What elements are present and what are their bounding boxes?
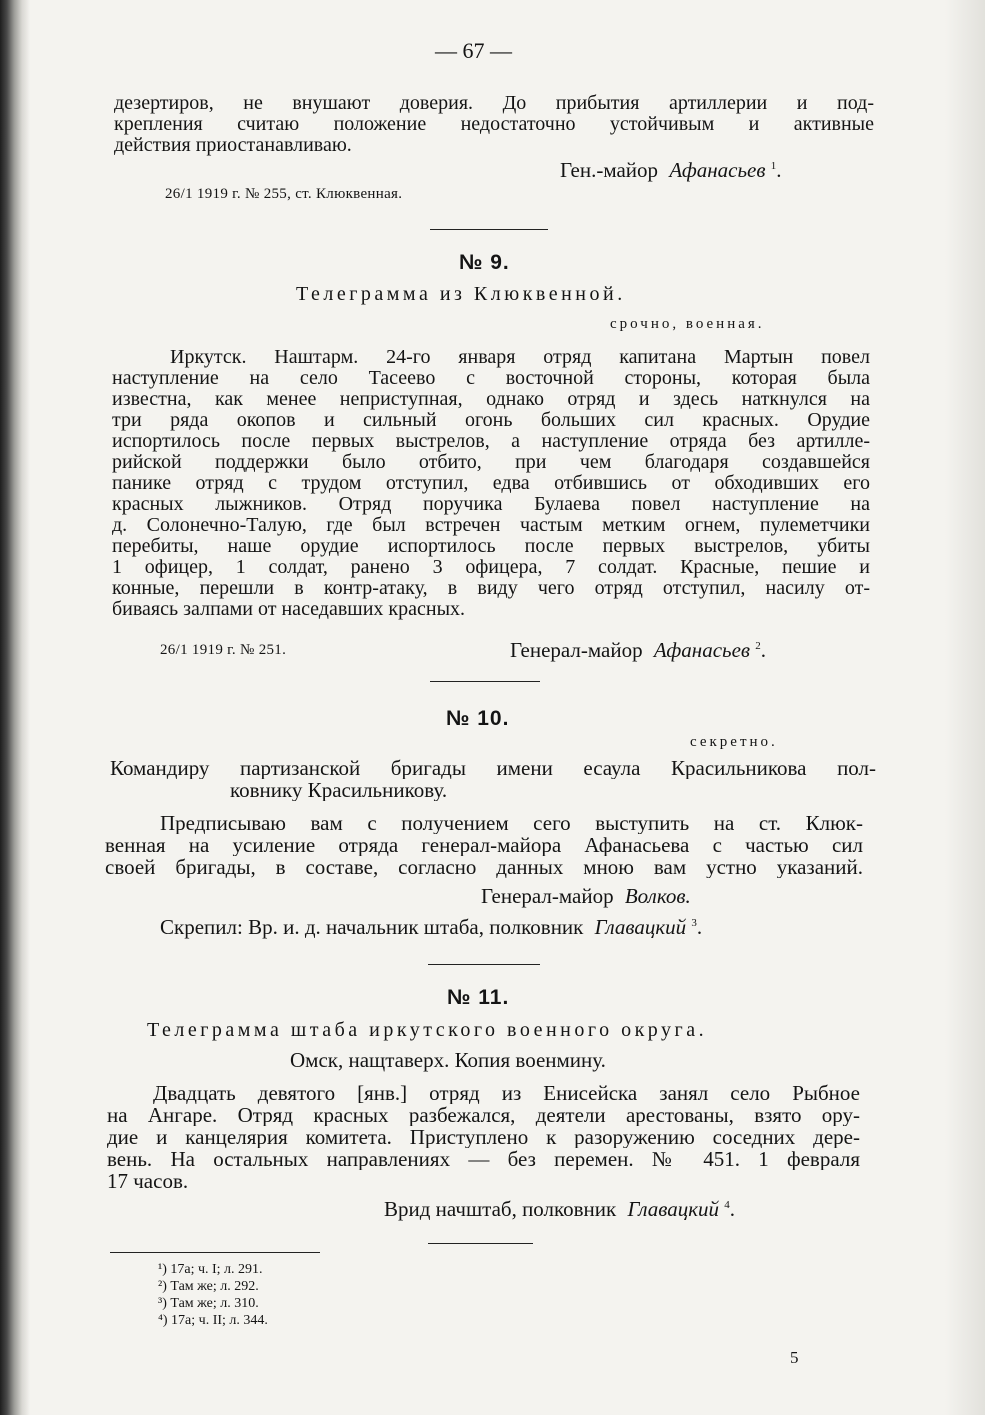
book-binding-shadow — [0, 0, 30, 1415]
document-marking: секретно. — [690, 734, 778, 750]
document-marking: срочно, военная. — [610, 316, 765, 332]
signature-title: Генерал-майор — [510, 638, 643, 662]
signature-title: Ген.-майор — [560, 158, 659, 182]
signature: Генерал-майор Афанасьев $^2$. — [510, 638, 767, 662]
signature-title: Врид начштаб, полковник — [384, 1197, 617, 1221]
text-line: конные, перешли в контр-атаку, в виду чего отряд отступил, насилу от- — [112, 578, 870, 599]
text-line: своей бригады, в составе, согласно данных мною вам устно указаний. — [105, 856, 863, 878]
section-divider — [430, 229, 548, 230]
text-line: красных лыжников. Отряд поручика Булаева повел наступление на — [112, 494, 870, 515]
section-divider — [428, 964, 540, 965]
text-line: д. Солонечно-Талую, где был встречен частым метким огнем, пулеметчики — [112, 515, 870, 536]
date-line: 26/1 1919 г. № 255, ст. Клюквенная. — [165, 186, 403, 202]
footnote: ¹) 17а; ч. I; л. 291. — [158, 1262, 263, 1277]
signature-name: Волков. — [624, 884, 691, 908]
text-line: венная на усиление отряда генерал-майора Афанасьева с частью сил — [105, 834, 863, 856]
section-divider — [430, 681, 540, 682]
document-body — [107, 1082, 860, 1192]
text-line: Командиру партизанской бригады имени есаула Красильникова пол- — [110, 757, 876, 779]
signature — [481, 884, 691, 909]
signature-mark: 5 — [790, 1348, 799, 1367]
text-line: испортилось после первых выстрелов, а наступление отряда без артилле- — [112, 431, 870, 452]
text-line: вень. На остальных направлениях — без перемен. № 451. 1 февраля — [107, 1148, 860, 1170]
text-line: на Ангаре. Отряд красных разбежался, деятели арестованы, взято ору- — [107, 1104, 860, 1126]
footnotes — [158, 1261, 268, 1329]
countersignature: Скрепил: Вр. и. д. начальник штаба, полковник Главацкий $^3$. — [160, 915, 703, 939]
countersign-text: Скрепил: Вр. и. д. начальник штаба, полковник — [160, 915, 584, 939]
document-body — [112, 347, 870, 620]
document-address: Омск, нащтаверх. Копия военмину. — [290, 1048, 606, 1072]
footnote-rule — [110, 1252, 320, 1253]
signature-name: Афанасьев — [653, 638, 751, 662]
text-line: три ряда окопов и сильный огонь больших сил красных. Орудие — [112, 410, 870, 431]
text-line: крепления считаю положение недостаточно устойчивым и активные — [114, 114, 874, 135]
footnote: ³) Там же; л. 310. — [158, 1296, 259, 1311]
footnote-ref: 3 — [691, 917, 697, 929]
signature: Врид начштаб, полковник Главацкий $^4$. — [384, 1197, 736, 1221]
text-line: Двадцать девятого [янв.] отряд из Енисейска занял село Рыбное — [153, 1082, 860, 1104]
document-address — [110, 757, 876, 801]
document-body — [105, 812, 863, 878]
text-line: Иркутск. Наштарм. 24-го января отряд капитана Мартын повел — [170, 347, 870, 368]
footnote: ²) Там же; л. 292. — [158, 1279, 259, 1294]
text-line: дезертиров, не внушают доверия. До прибытия артиллерии и под- — [114, 93, 874, 114]
signature-name: Афанасьев — [669, 158, 766, 182]
section-divider — [428, 1243, 533, 1244]
text-line: рийской поддержки было отбито, при чем благодаря создавшейся — [112, 452, 870, 473]
text-line: 17 часов. — [107, 1170, 189, 1192]
document-title: Телеграмма из Клюквенной. — [296, 283, 626, 305]
document-number: № 9. — [459, 251, 510, 274]
signature-name: Главацкий — [627, 1197, 720, 1221]
footnote: ⁴) 17а; ч. II; л. 344. — [158, 1313, 268, 1328]
text-line: Предписываю вам с получением сего выступить на ст. Клюк- — [160, 812, 863, 834]
text-line: биваясь залпами от наседавших красных. — [112, 599, 466, 620]
date-line: 26/1 1919 г. № 251. — [160, 642, 287, 658]
page-number: — 67 — — [435, 38, 512, 63]
footnote-ref: 2 — [755, 640, 761, 652]
footnote-ref: 4 — [724, 1199, 730, 1211]
footnote-ref: 1 — [770, 160, 777, 172]
countersign-name: Главацкий — [594, 915, 687, 939]
text-line: действия приостанавливаю. — [114, 135, 352, 156]
text-line: дие и канцелярия комитета. Приступлено к разоружению соседних дере- — [107, 1126, 860, 1148]
signature: Ген.-майор Афанасьев $^1$. — [560, 158, 782, 182]
text-line: панике отряд с трудом отступил, едва отбившись от обходивших его — [112, 473, 870, 494]
continuation-text — [114, 93, 874, 156]
text-line: перебиты, наше орудие испортилось после первых выстрелов, убиты — [112, 536, 870, 557]
page-edge-shadow — [945, 0, 985, 1415]
text-line: ковнику Красильникову. — [230, 779, 448, 801]
text-line: наступление на село Тасеево с восточной стороны, которая была — [112, 368, 870, 389]
document-number: № 11. — [447, 986, 510, 1009]
document-title: Телеграмма штаба иркутского военного округа. — [147, 1019, 708, 1041]
text-line: известна, как менее неприступная, однако отряд и здесь наткнулся на — [112, 389, 870, 410]
signature-title: Генерал-майор — [481, 884, 614, 908]
document-number: № 10. — [446, 707, 510, 730]
text-line: 1 офицер, 1 солдат, ранено 3 офицера, 7 солдат. Красные, пешие и — [112, 557, 870, 578]
